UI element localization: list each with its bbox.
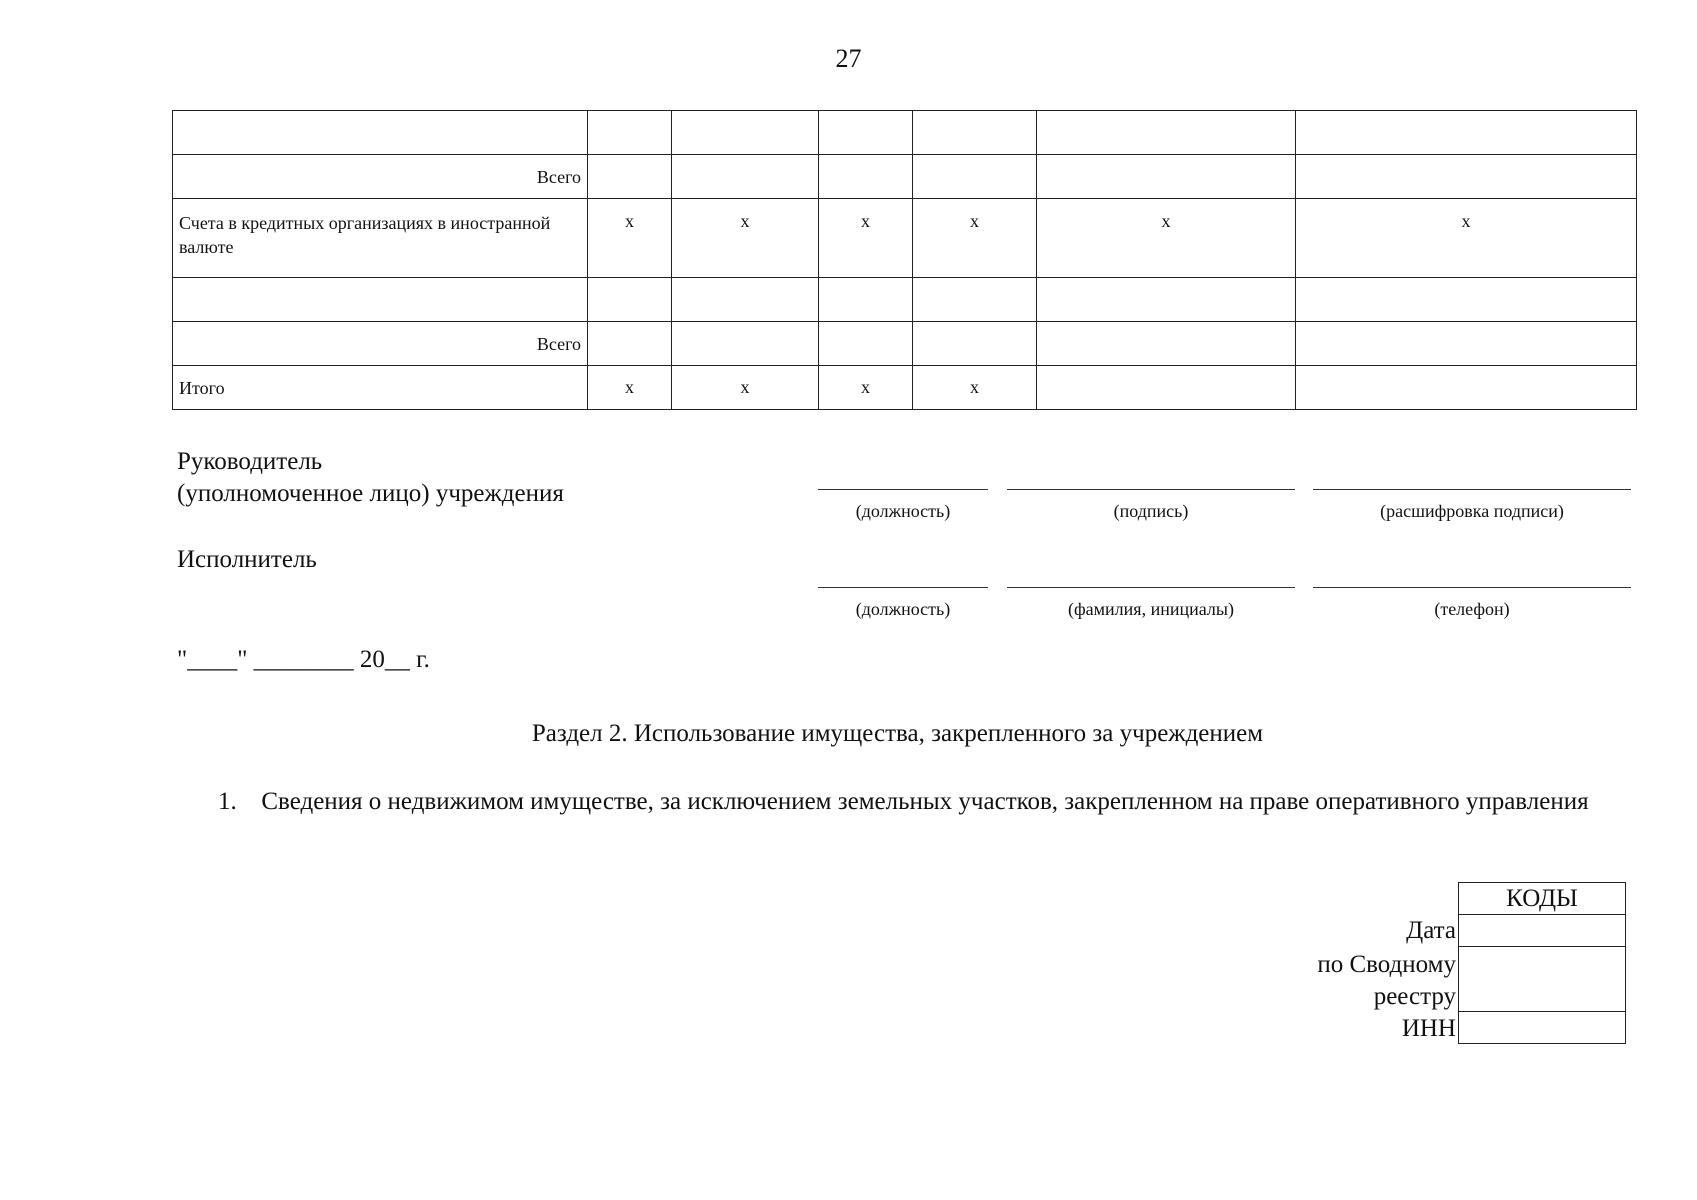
table-row (173, 278, 1637, 322)
head-label-line1: Руководитель (177, 448, 323, 475)
section-title: Раздел 2. Использование имущества, закрепленного за учреждением (531, 720, 1264, 747)
head-position-line (818, 489, 988, 490)
executor-label: Исполнитель (177, 546, 317, 573)
table-cell (1296, 278, 1637, 322)
table-cell (1037, 155, 1296, 199)
table-cell (672, 155, 819, 199)
table-row (173, 366, 1637, 410)
table-cell (588, 155, 672, 199)
executor-position-caption: (должность) (855, 599, 951, 619)
table-cell: x (819, 366, 913, 410)
table-cell (1296, 322, 1637, 366)
code-cell-registry (1459, 947, 1626, 1012)
table-cell (1296, 366, 1637, 410)
table-cell (819, 278, 913, 322)
table-row (173, 111, 1637, 155)
head-position-caption: (должность) (855, 501, 951, 521)
table-row (173, 155, 1637, 199)
code-cell-date (1459, 915, 1626, 947)
table-cell: x (588, 199, 672, 278)
table-cell (588, 278, 672, 322)
list-item-title: Сведения о недвижимом имуществе, за исключением земельных участков, закрепленном на праве оперативного управления (261, 788, 1589, 815)
table-cell (1037, 111, 1296, 155)
row-name-cell: Итого (173, 366, 588, 410)
head-label-line2: (уполномоченное лицо) учреждения (177, 480, 564, 507)
table-row (173, 199, 1637, 278)
table-cell: x (913, 199, 1037, 278)
table-cell (819, 322, 913, 366)
row-name-cell (173, 111, 588, 155)
accounts-table (172, 110, 1637, 410)
codes-header: КОДЫ (1459, 883, 1626, 915)
head-decode-caption: (расшифровка подписи) (1380, 501, 1564, 521)
table-cell (1037, 322, 1296, 366)
list-item-number: 1. (218, 788, 237, 815)
table-cell (1296, 155, 1637, 199)
table-cell (819, 111, 913, 155)
row-name-cell: Счета в кредитных организациях в иностранной валюте (173, 199, 588, 278)
table-cell (1296, 111, 1637, 155)
row-name-cell (173, 278, 588, 322)
code-label-registry-1: по Сводному (1317, 951, 1456, 978)
table-cell (672, 278, 819, 322)
codes-table (1458, 882, 1626, 1044)
table-cell (672, 322, 819, 366)
table-cell (672, 111, 819, 155)
table-cell (1037, 278, 1296, 322)
table-cell (913, 278, 1037, 322)
row-name-cell: Всего (173, 155, 588, 199)
table-cell: x (588, 366, 672, 410)
table-cell (913, 322, 1037, 366)
table-cell: x (672, 366, 819, 410)
code-label-date: Дата (1406, 917, 1456, 944)
table-cell (588, 322, 672, 366)
table-cell (913, 155, 1037, 199)
code-label-inn: ИНН (1401, 1015, 1456, 1042)
head-signature-line (1007, 489, 1295, 490)
executor-phone-caption: (телефон) (1434, 599, 1510, 619)
table-cell (913, 111, 1037, 155)
row-name-cell: Всего (173, 322, 588, 366)
table-cell (819, 155, 913, 199)
date-line: "____" ________ 20__ г. (177, 646, 430, 673)
executor-position-line (818, 587, 988, 588)
table-cell: x (672, 199, 819, 278)
head-signature-caption: (подпись) (1113, 501, 1189, 521)
table-cell: x (913, 366, 1037, 410)
executor-name-caption: (фамилия, инициалы) (1068, 599, 1234, 619)
table-cell (1037, 366, 1296, 410)
table-cell: x (1037, 199, 1296, 278)
executor-name-line (1007, 587, 1295, 588)
code-label-registry-2: реестру (1373, 983, 1456, 1010)
table-cell: x (1296, 199, 1637, 278)
code-cell-inn (1459, 1012, 1626, 1044)
page-number: 27 (835, 44, 862, 73)
head-signature-decode-line (1313, 489, 1631, 490)
executor-phone-line (1313, 587, 1631, 588)
table-cell (588, 111, 672, 155)
table-cell: x (819, 199, 913, 278)
table-row (173, 322, 1637, 366)
